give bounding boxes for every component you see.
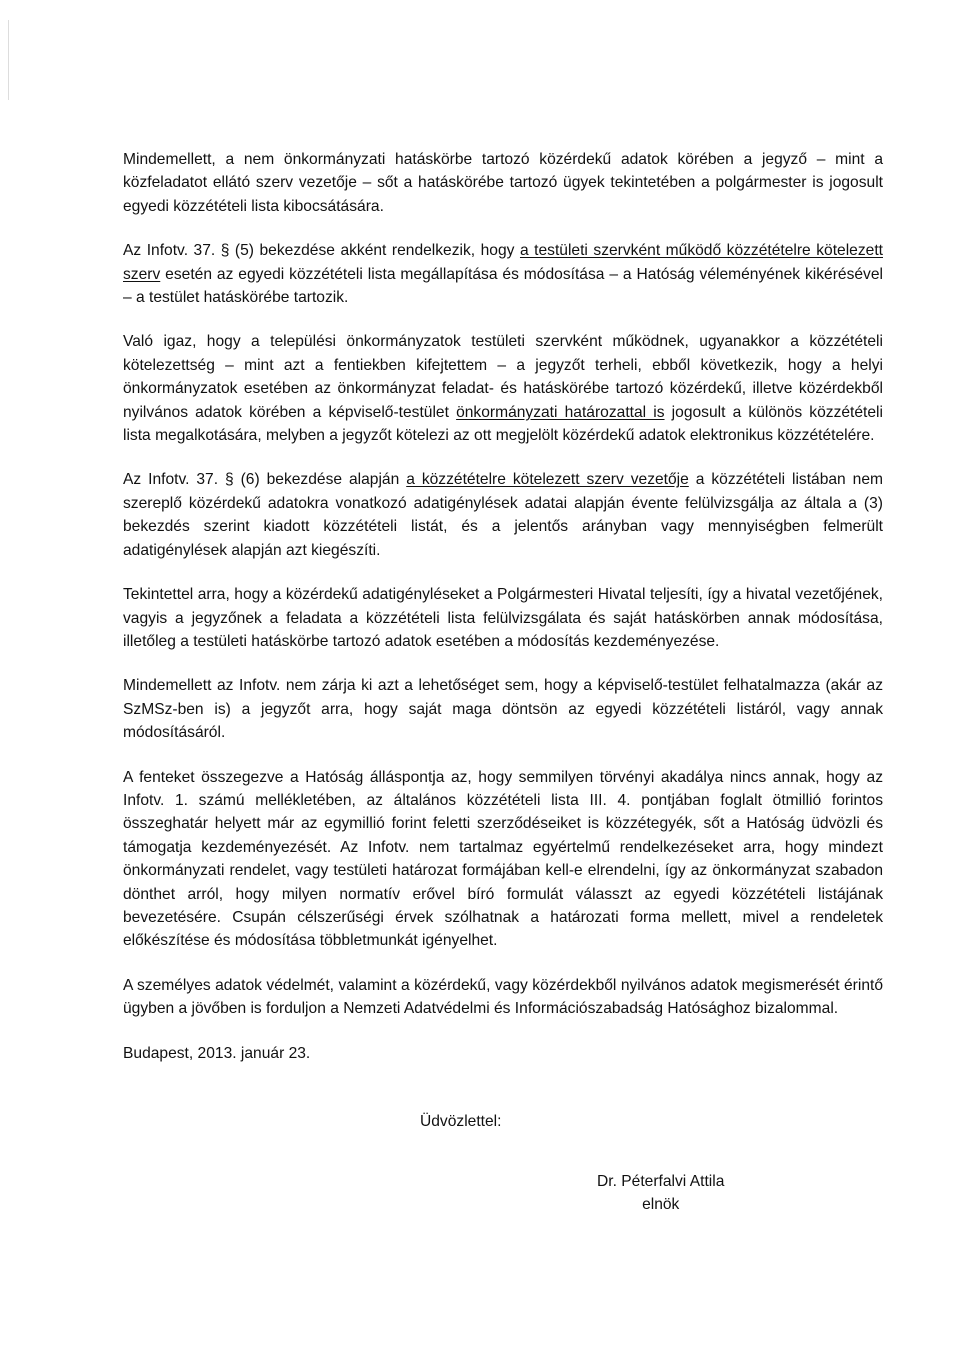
- paragraph-4-text-b: a közzétételi listában nem szereplő közérdekű adatokra vonatkozó adatigénylések adatai alapján évente felülvizsgálja az általa a (3) bekezdés szerint kiadott közzétételi listát, és a jelentős arányban vagy mennyiségben felmerült adatigénylések alapján azt kiegészíti.: [123, 471, 883, 559]
- paragraph-2: [123, 239, 883, 309]
- paragraph-4-underlined: a közzétételre kötelezett szerv vezetője: [406, 471, 689, 489]
- paragraph-7-text: A fenteket összegezve a Hatóság álláspontja az, hogy semmilyen törvényi akadálya nincs annak, hogy az Infotv. 1. számú mellékletében, az általános közzétételi lista III. 4. pontjában foglalt ötmillió forintos összeghatár helyett már az egymillió forint feletti szerződéseiket is közzétegyék, sőt a Hatóság üdvözli és támogatja kezdeményezését. Az Infotv. nem tartalmaz egyértelmű rendelkezéseket arra, hogy mindezt önkormányzati rendelet, vagy testületi határozat formájában kell-e elrendelni, így az önkormányzat szabadon dönthet arról, hogy milyen normatív erővel bíró formulát válasszt az egyedi közzétételi listájának bevezetésére. Csupán célszerűségi érvek szólhatnak a határozati forma mellett, mivel a rendeletek előkészítése és módosítása többletmunkát igényelhet.: [123, 768, 883, 950]
- paragraph-4-text-a: Az Infotv. 37. § (6) bekezdése alapján: [123, 471, 407, 489]
- paragraph-1-text: Mindemellett, a nem önkormányzati hatáskörbe tartozó közérdekű adatok körében a jegyző – mint a közfeladatot ellátó szerv vezetője – sőt a hatáskörébe tartozó ügyek tekintetében a polgármester is jogosult egyedi közzétételi lista kibocsátására.: [123, 151, 883, 215]
- signer-name: Dr. Péterfalvi Attila: [597, 1173, 725, 1190]
- closing-salutation: Üdvözlettel:: [420, 1113, 502, 1130]
- paragraph-3: [123, 330, 883, 447]
- paragraph-5-text: Tekintettel arra, hogy a közérdekű adatigényléseket a Polgármesteri Hivatal teljesíti, így a hivatal vezetőjének, vagyis a jegyzőnek a feladata a közzétételi lista felülvizsgálata és saját hatáskörben annak módosítása, illetőleg a testületi hatáskörbe tartozó adatok esetében a módosítás kezdeményezése.: [123, 586, 883, 650]
- paragraph-2-underlined: a testületi szervként működő közzétételre kötelezett szerv: [123, 242, 883, 283]
- signer-title: elnök: [642, 1196, 680, 1214]
- paragraph-8: [123, 974, 883, 1021]
- place-and-date: Budapest, 2013. január 23.: [123, 1044, 311, 1062]
- paragraph-6-text: Mindemellett az Infotv. nem zárja ki azt a lehetőséget sem, hogy a képviselő-testület felhatalmazza (akár az SzMSz-ben is) a jegyzőt arra, hogy saját maga döntsön az egyedi közzétételi listáról, vagy annak módosításáról.: [123, 677, 883, 742]
- paragraph-5: [123, 583, 883, 653]
- paragraph-6: [123, 674, 883, 744]
- paragraph-2-text-b: esetén az egyedi közzétételi lista megállapítása és módosítása – a Hatóság véleményének kikérésével – a testület hatáskörébe tartozik.: [123, 265, 883, 307]
- letter-body: [123, 148, 883, 1086]
- signature-block: [597, 1170, 724, 1217]
- paragraph-7: [123, 766, 883, 953]
- paragraph-3-underlined: önkormányzati határozattal is: [456, 403, 665, 421]
- paragraph-1: [123, 148, 883, 218]
- paragraph-2-text-a: Az Infotv. 37. § (5) bekezdése akként rendelkezik, hogy: [123, 242, 520, 260]
- scan-edge-mark: [8, 20, 9, 100]
- paragraph-8-text: A személyes adatok védelmét, valamint a közérdekű, vagy közérdekből nyilvános adatok megismerését érintő ügyben a jövőben is forduljon a Nemzeti Adatvédelmi és Információszabadság Hatósághoz bizalommal.: [123, 976, 883, 1018]
- paragraph-3-text-b: jogosult a különös közzétételi lista megalkotására, melyben a jegyzőt kötelezi az ott megjelölt közérdekű adatok elektronikus közzétételére.: [123, 403, 883, 445]
- paragraph-4: [123, 468, 883, 562]
- paragraph-3-text-a: Való igaz, hogy a települési önkormányzatok testületi szervként működnek, ugyanakkor a közzétételi kötelezettség – mint azt a fentiekben kifejtettem – a jegyzőt terheli, ebből következik, hogy a helyi önkormányzatok esetében az önkormányzat feladat- és hatáskörébe tartozó közérdekű, illetve közérdekből nyilvános adatok körében a képviselő-testület: [123, 333, 883, 421]
